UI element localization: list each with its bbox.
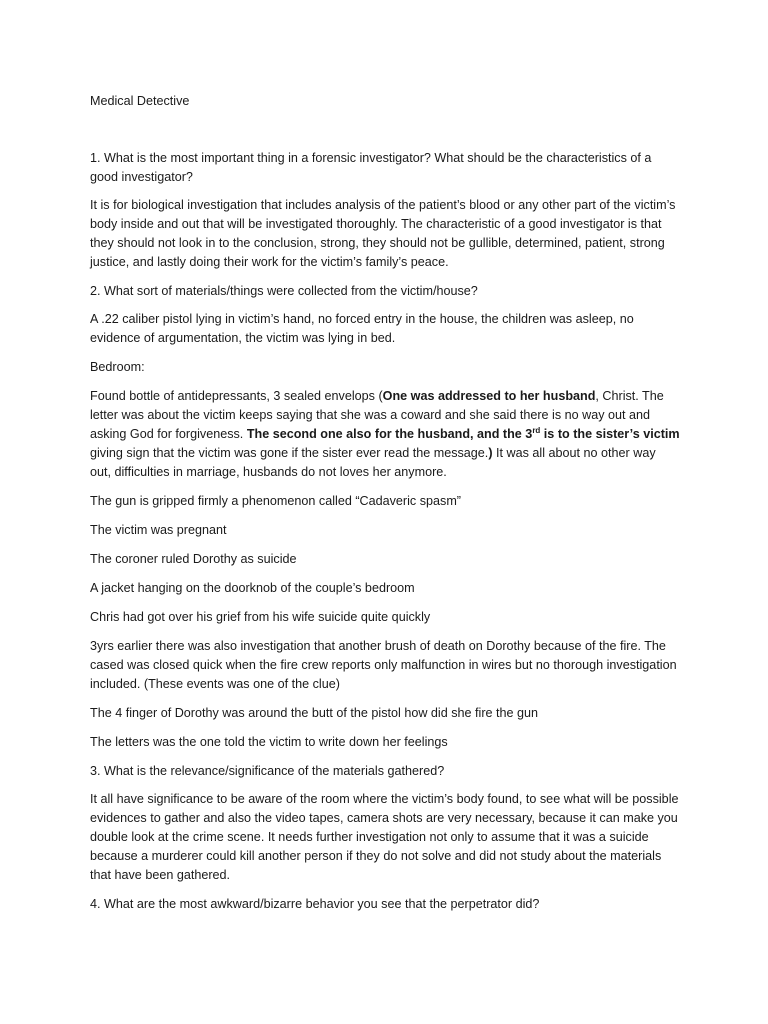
envelope-bold-1: One was addressed to her husband — [382, 389, 596, 403]
envelope-bold-2a: The second one also for the husband, and the 3 — [246, 427, 533, 441]
envelope-paragraph — [90, 387, 680, 482]
answer-2: A .22 caliber pistol lying in victim’s hand, no forced entry in the house, the children was asleep, no evidence of argumentation, the victim was lying in bed. — [90, 312, 634, 345]
envelope-text-3: giving sign that the victim was gone if the sister ever read the message. — [90, 446, 489, 460]
envelope-bold-3: ) — [488, 446, 493, 460]
envelope-text-4: It was all about no other way out, difficulties in marriage, husbands do not loves her anymore. — [90, 446, 656, 479]
envelope-text-1: Found bottle of antidepressants, 3 sealed envelops ( — [90, 389, 383, 403]
document-body — [90, 92, 680, 923]
finding-letters: The letters was the one told the victim to write down her feelings — [90, 735, 448, 749]
question-3: 3. What is the relevance/significance of the materials gathered? — [90, 764, 445, 778]
finding-jacket: A jacket hanging on the doorknob of the couple’s bedroom — [90, 581, 415, 595]
finding-chris-grief: Chris had got over his grief from his wife suicide quite quickly — [90, 610, 431, 624]
question-1: 1. What is the most important thing in a forensic investigator? What should be the characteristics of a good investigator? — [90, 151, 652, 184]
finding-pregnant: The victim was pregnant — [90, 523, 227, 537]
question-2: 2. What sort of materials/things were collected from the victim/house? — [90, 284, 478, 298]
finding-finger-position: The 4 finger of Dorothy was around the butt of the pistol how did she fire the gun — [90, 706, 539, 720]
finding-cadaveric-spasm: The gun is gripped firmly a phenomenon called “Cadaveric spasm” — [90, 494, 461, 508]
envelope-bold-2 — [247, 427, 680, 441]
document-title: Medical Detective — [90, 94, 190, 108]
finding-coroner-ruling: The coroner ruled Dorothy as suicide — [90, 552, 297, 566]
envelope-text-2: , Christ. The letter was about the victim keeps saying that she was a coward and she said there is no way out and asking God for forgiveness. — [90, 389, 664, 441]
bedroom-label: Bedroom: — [90, 360, 145, 374]
envelope-bold-2b: is to the sister’s victim — [540, 427, 680, 441]
finding-fire-investigation: 3yrs earlier there was also investigation that another brush of death on Dorothy because of the fire. The cased was closed quick when the fire crew reports only malfunction in wires but no thorough investigation included. (These events was one of the clue) — [90, 639, 677, 691]
question-4: 4. What are the most awkward/bizarre behavior you see that the perpetrator did? — [90, 897, 540, 911]
envelope-ordinal-suffix: rd — [532, 425, 541, 435]
answer-1: It is for biological investigation that includes analysis of the patient’s blood or any other part of the victim’s body inside and out that will be investigated thoroughly. The characteristic of a good investigator is that they should not look in to the conclusion, strong, they should not be gullible, determined, patient, strong justice, and lastly doing their work for the victim’s family’s peace. — [90, 198, 676, 269]
answer-3: It all have significance to be aware of the room where the victim’s body found, to see what will be possible evidences to gather and also the video tapes, camera shots are very necessary, because it can make you double look at the crime scene. It needs further investigation not only to assume that it was a suicide because a murderer could kill another person if they do not solve and did not study about the materials that have been gathered. — [90, 792, 679, 882]
